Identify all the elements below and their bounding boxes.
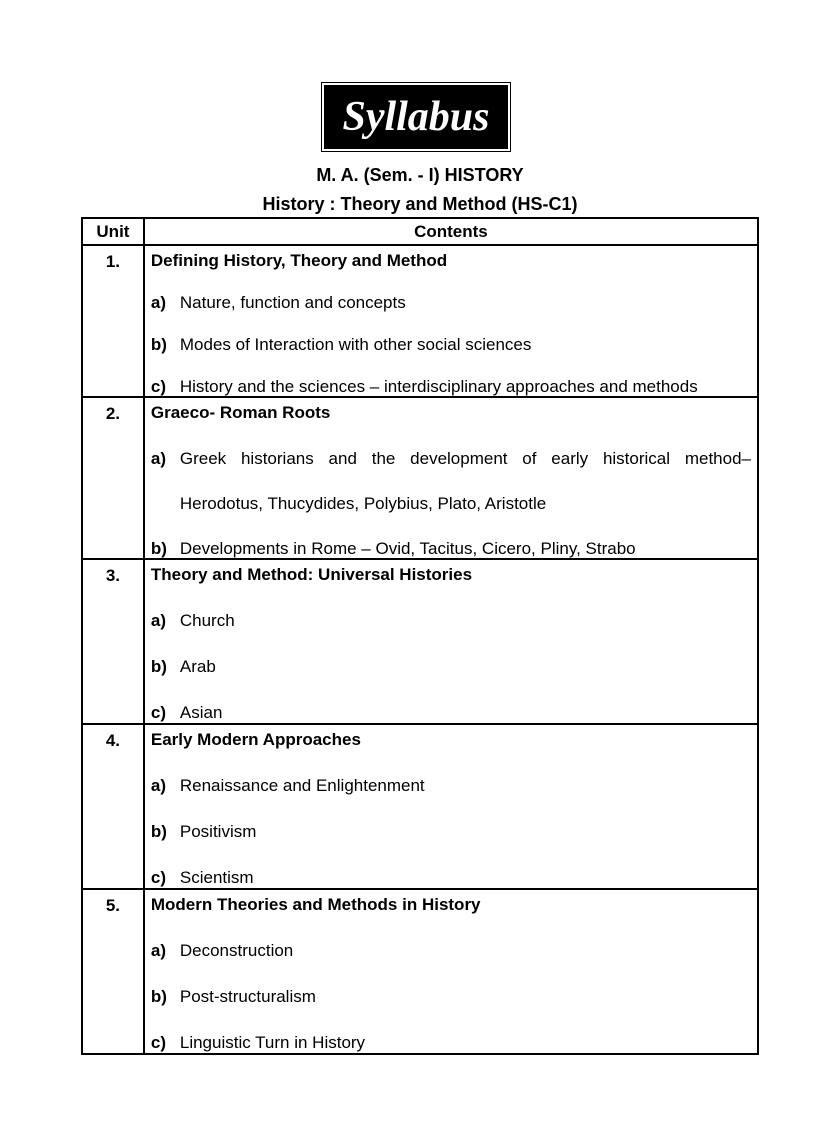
item-label: b) xyxy=(150,539,167,558)
table-row xyxy=(82,889,758,1054)
item-text-continuation: Herodotus, Thucydides, Polybius, Plato, Aristotle xyxy=(179,494,547,513)
unit-contents xyxy=(144,724,758,889)
item-text: Nature, function and concepts xyxy=(179,293,406,312)
item-text: Scientism xyxy=(179,868,254,887)
list-item xyxy=(151,612,751,630)
item-label: a) xyxy=(150,941,166,960)
unit-number: 1. xyxy=(82,245,144,397)
item-text: Developments in Rome – Ovid, Tacitus, Cicero, Pliny, Strabo xyxy=(179,539,636,558)
unit-title: Theory and Method: Universal Histories xyxy=(150,565,473,584)
unit-contents xyxy=(144,559,758,724)
item-text: Church xyxy=(179,611,235,630)
table-row xyxy=(82,559,758,724)
list-item xyxy=(151,336,751,354)
syllabus-banner xyxy=(324,85,508,149)
item-text: Modes of Interaction with other social sciences xyxy=(179,335,532,354)
item-label: b) xyxy=(150,657,167,676)
item-label: a) xyxy=(150,293,166,312)
list-item xyxy=(151,777,751,795)
item-text: Deconstruction xyxy=(179,941,294,960)
unit-title: Defining History, Theory and Method xyxy=(150,251,448,270)
unit-contents xyxy=(144,397,758,559)
table-row xyxy=(82,724,758,889)
item-label: a) xyxy=(150,776,166,795)
unit-title: Modern Theories and Methods in History xyxy=(150,895,481,914)
item-label: b) xyxy=(150,987,167,1006)
table-row xyxy=(82,245,758,397)
list-item xyxy=(151,942,751,960)
item-label: c) xyxy=(150,868,166,887)
unit-contents xyxy=(144,889,758,1054)
item-text: Asian xyxy=(179,703,223,722)
course-title: M. A. (Sem. - I) HISTORY xyxy=(316,165,524,185)
list-item xyxy=(151,869,751,887)
list-item xyxy=(151,378,751,396)
item-text: Positivism xyxy=(179,822,257,841)
table-header-row xyxy=(82,218,758,245)
item-text: Linguistic Turn in History xyxy=(179,1033,366,1052)
unit-title: Early Modern Approaches xyxy=(150,730,361,749)
list-item xyxy=(151,704,751,722)
list-item xyxy=(151,823,751,841)
item-text: Arab xyxy=(179,657,216,676)
item-label: b) xyxy=(150,822,167,841)
unit-number: 3. xyxy=(82,559,144,724)
item-label: c) xyxy=(150,1033,166,1052)
unit-number: 5. xyxy=(82,889,144,1054)
unit-title: Graeco- Roman Roots xyxy=(150,403,331,422)
list-item xyxy=(151,294,751,312)
item-text: Renaissance and Enlightenment xyxy=(179,776,425,795)
syllabus-table xyxy=(81,217,759,1055)
list-item xyxy=(151,988,751,1006)
item-label: c) xyxy=(150,703,166,722)
unit-contents xyxy=(144,245,758,397)
list-item xyxy=(151,658,751,676)
list-item xyxy=(151,1034,751,1052)
unit-number: 4. xyxy=(82,724,144,889)
item-label: a) xyxy=(150,611,166,630)
list-item xyxy=(151,450,751,468)
item-label: b) xyxy=(150,335,167,354)
paper-title: History : Theory and Method (HS-C1) xyxy=(262,194,578,214)
item-text: History and the sciences – interdisciplinary approaches and methods xyxy=(179,377,698,396)
contents-column-header: Contents xyxy=(144,218,758,245)
list-item xyxy=(151,540,751,558)
item-label: a) xyxy=(150,449,166,468)
item-text: Greek historians and the development of early historical method– xyxy=(179,449,751,468)
unit-number: 2. xyxy=(82,397,144,559)
table-row xyxy=(82,397,758,559)
item-text: Post-structuralism xyxy=(179,987,316,1006)
syllabus-title: Syllabus xyxy=(342,94,490,140)
item-label: c) xyxy=(150,377,166,396)
unit-column-header: Unit xyxy=(82,218,144,245)
